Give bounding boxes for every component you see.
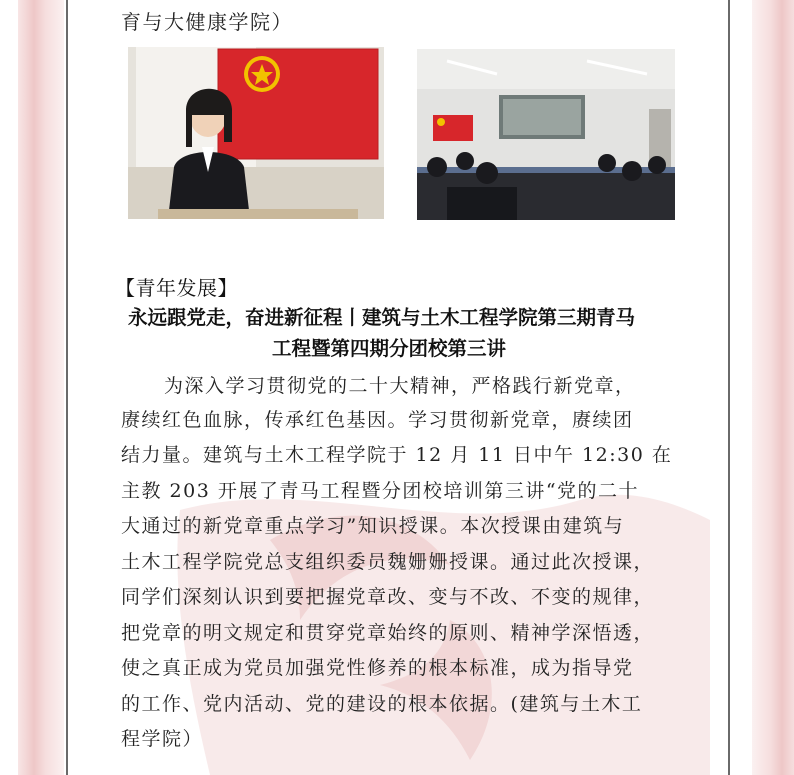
page-rule-right: [728, 0, 730, 775]
body-line-9: 使之真正成为党员加强党性修养的根本标准，成为指导党: [121, 657, 634, 679]
body-line-6: 土木工程学院党总支组织委员魏姗姗授课。通过此次授课，: [121, 551, 655, 573]
body-line-3: 结力量。建筑与土木工程学院于 12 月 11 日中午 12:30 在: [121, 444, 673, 466]
body-line-8: 把党章的明文规定和贯穿党章始终的原则、精神学深悟透，: [121, 622, 655, 644]
body-line-5: 大通过的新党章重点学习”知识授课。本次授课由建筑与: [121, 515, 625, 537]
speaker-photo: [128, 47, 384, 219]
decorative-border-left: [18, 0, 64, 775]
body-line-7: 同学们深刻认识到要把握党章改、变与不改、不变的规律，: [121, 586, 655, 608]
page-rule-left: [66, 0, 68, 775]
decorative-border-right: [752, 0, 794, 775]
body-line-2: 赓续红色血脉，传承红色基因。学习贯彻新党章，赓续团: [121, 409, 634, 431]
article-title-line-2: 工程暨第四期分团校第三讲: [272, 337, 507, 360]
body-line-11: 程学院）: [121, 728, 204, 750]
body-line-4: 主教 203 开展了青马工程暨分团校培训第三讲“党的二十: [121, 480, 640, 502]
body-line-1: 为深入学习贯彻党的二十大精神，严格践行新党章，: [164, 375, 636, 397]
section-label: 【青年发展】: [115, 276, 238, 300]
article-title-line-1: 永远跟党走，奋进新征程丨建筑与土木工程学院第三期青马: [128, 306, 636, 329]
body-line-10: 的工作、党内活动、党的建设的根本依据。(建筑与土木工: [121, 693, 643, 715]
previous-article-tail: 育与大健康学院）: [121, 10, 293, 34]
classroom-photo: [417, 49, 675, 220]
